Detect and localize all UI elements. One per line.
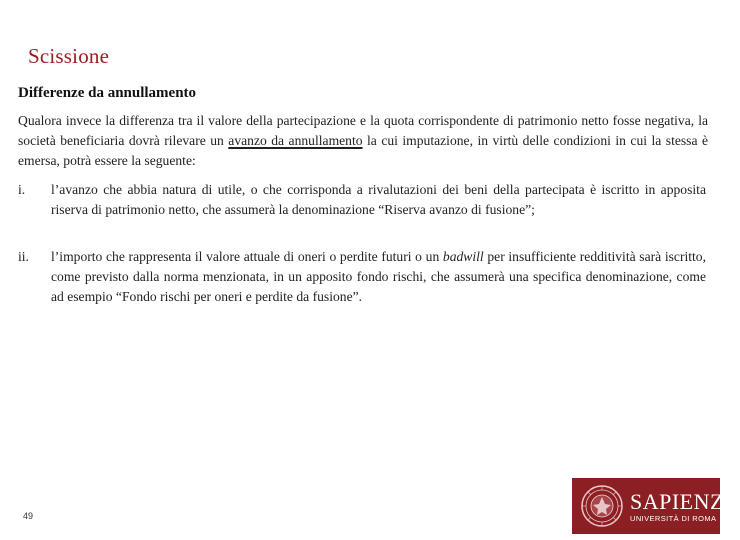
logo-subtitle: UNIVERSITÀ DI ROMA (630, 514, 717, 523)
section-subtitle: Differenze da annullamento (18, 85, 197, 101)
intro-paragraph (18, 111, 708, 171)
list-item (18, 247, 706, 307)
list-item-text (51, 247, 706, 307)
list-item-text-before: l’importo che rappresenta il valore attuale di oneri o perdite futuri o un (51, 249, 443, 264)
page-number: 49 (23, 511, 34, 521)
list-item-text: l’avanzo che abbia natura di utile, o che corrisponda a rivalutazioni dei beni della partecipata è iscritto in apposita riserva di patrimonio netto, che assumerà la denominazione “Riserva avanzo di fusione”; (51, 182, 706, 217)
slide-title: Scissione (28, 44, 110, 68)
list-item (18, 180, 706, 220)
logo-name: SAPIENZA (630, 489, 740, 514)
intro-underlined-term: avanzo da annullamento (228, 133, 363, 148)
list-marker: ii. (18, 249, 29, 264)
list-marker: i. (18, 182, 26, 197)
university-seal-icon (580, 484, 624, 528)
intro-text-after: la cui imputazione, in virtù delle condizioni in cui la stessa è emersa, potrà essere la seguente: (18, 133, 709, 168)
list-item-italic-term: badwill (442, 249, 484, 264)
university-logo (572, 478, 740, 534)
list-item-text-after: per insufficiente redditività sarà iscritto, come previsto dalla norma menzionata, in un apposito fondo rischi, che assumerà una specifica denominazione, come ad esempio “Fondo rischi per oneri e perdite da fusione”. (51, 249, 706, 304)
intro-text-before: Qualora invece la differenza tra il valore della partecipazione e la quota corrispondente di patrimonio netto fosse negativa, la società beneficiaria dovrà rilevare un (18, 113, 708, 148)
